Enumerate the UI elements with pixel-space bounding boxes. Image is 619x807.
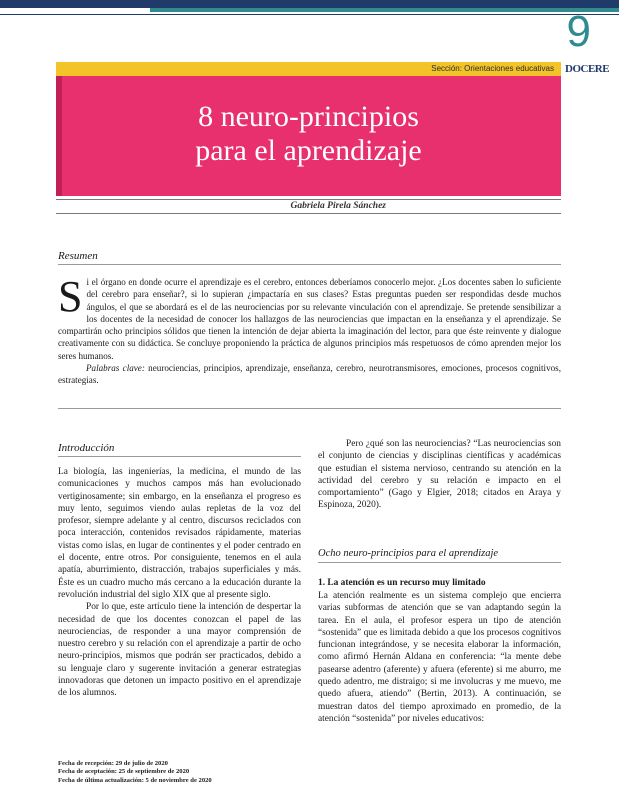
abstract-body	[58, 272, 561, 387]
abstract-heading-rule	[58, 264, 561, 265]
article-title	[56, 100, 561, 168]
journal-logo: DOCERE	[565, 63, 610, 75]
article-dates	[58, 760, 212, 785]
right-column-bottom	[318, 590, 561, 725]
attention-paragraph: La atención realmente es un sistema complejo que encierra varias subformas de atención que se van adaptando según la tarea. En el aula, el profesor espera un tipo de atención “sostenida” que es limitada debido a que los procesos cognitivos funcionan integrándose, y se necesita elaborar la información, como afirmó Hernán Aldana en conferencia: “la mente debe pasearse adentro (aferente) y afuera (eferente) si me aburro, me quedo adentro, me distraigo; si me involucras y me muevo, me quedo afuera, atiendo” (Bertin, 2013). A continuación, se muestran datos del tiempo aproximado en promedio, de la atención “sostenida” por niveles educativos:	[318, 591, 561, 724]
keywords-line	[58, 362, 561, 387]
neuroscience-definition-paragraph: Pero ¿qué son las neurociencias? “Las neurociencias son el conjunto de ciencias y disciplinas científicas y académicas que estudian el sistema nervioso, centrando su atención en la actividad del cerebro y su relación e impacto en el comportamiento” (Gago y Elgier, 2018; citados en Araya y Espinoza, 2020).	[318, 439, 561, 511]
author-rule-bottom	[56, 213, 561, 214]
abstract-bottom-rule	[58, 408, 561, 409]
date-received: Fecha de recepción: 29 de julio de 2020	[58, 760, 168, 767]
header-stripe-navy	[0, 0, 619, 8]
right-column-top	[318, 438, 561, 512]
drop-cap: S	[58, 272, 83, 321]
date-updated: Fecha de última actualización: 5 de noviembre de 2020	[58, 776, 212, 784]
author-name: Gabriela Pirela Sánchez	[290, 201, 386, 211]
keywords-label: Palabras clave:	[86, 363, 145, 374]
intro-column	[58, 466, 301, 700]
keywords-list: neurociencias, principios, aprendizaje, enseñanza, cerebro, neurotransmisores, emociones, procesos cognitivos, estrategias.	[58, 363, 561, 386]
title-line-1: 8 neuro-principios	[198, 100, 419, 133]
title-line-2: para el aprendizaje	[195, 134, 422, 167]
page-number: 9	[566, 7, 591, 56]
abstract-text: i el órgano en donde ocurre el aprendizaje es el cerebro, entonces deberíamos conocerlo mejor. ¿Los docentes saben lo suficiente del cerebro para enseñar?, si lo supieran ¿impactaría en sus clases? Estas preguntas pueden ser respondidas desde muchos ángulos, el que se abordará es el de las neurociencias por su relevante vinculación con el aprendizaje. Se pretende sensibilizar a los docentes de la necesidad de conocer los hallazgos de las neurociencias que impactan en la enseñanza y el aprendizaje. Se compartirán ocho principios sólidos que tienen la intención de dejar abierta la imaginación del lector, para que éste reinvente y dialogue creativamente con su didáctica. Se concluye proponiendo la práctica de algunos principios más respetuosos de cómo aprenden mejor los seres humanos.	[58, 277, 561, 361]
section-label: Sección: Orientaciones educativas	[431, 64, 554, 73]
header-stripe-teal	[150, 8, 619, 12]
principles-section-heading: Ocho neuro-principios para el aprendizaje	[318, 548, 499, 559]
intro-heading-rule	[58, 456, 301, 457]
intro-paragraph-2: Por lo que, este artículo tiene la intención de despertar la necesidad de que los docentes conozcan el papel de las neurociencias, de responder a una mayor comprensión de nuestro cerebro y su relación con el aprendizaje a partir de ocho neuro-principios, mismos que podrán ser practicados, debido a su lenguaje claro y sugerente invitación a generar estrategias innovadoras que detonen un impacto positivo en el aprendizaje de los alumnos.	[58, 602, 301, 699]
abstract-heading: Resumen	[58, 250, 98, 262]
principles-section-rule	[318, 562, 561, 563]
date-accepted: Fecha de aceptación: 25 de septiembre de 2020	[58, 768, 190, 776]
header-rule	[0, 14, 619, 15]
principle-1-heading: 1. La atención es un recurso muy limitado	[318, 578, 486, 588]
intro-heading: Introducción	[58, 442, 115, 454]
intro-paragraph-1: La biología, las ingenierías, la medicina, el mundo de las comunicaciones y muchos campos más han evolucionado vertiginosamente; sin embargo, en la enseñanza el progreso es muy lento, seguimos viendo aulas repletas de la voz del profesor, siempre adelante y al centro, discursos reciclados con poca interacción, contenidos revisados rápidamente, materias vistas como islas, en lugar de continentes y el poder centrado en el docente, entre otros. Por consiguiente, tenemos en el aula apatía, aburrimiento, distracción, trabajos superficiales y más. Éste es un cuadro mucho más cercano a la educación durante la revolución industrial del siglo XIX que al presente siglo.	[58, 467, 301, 600]
